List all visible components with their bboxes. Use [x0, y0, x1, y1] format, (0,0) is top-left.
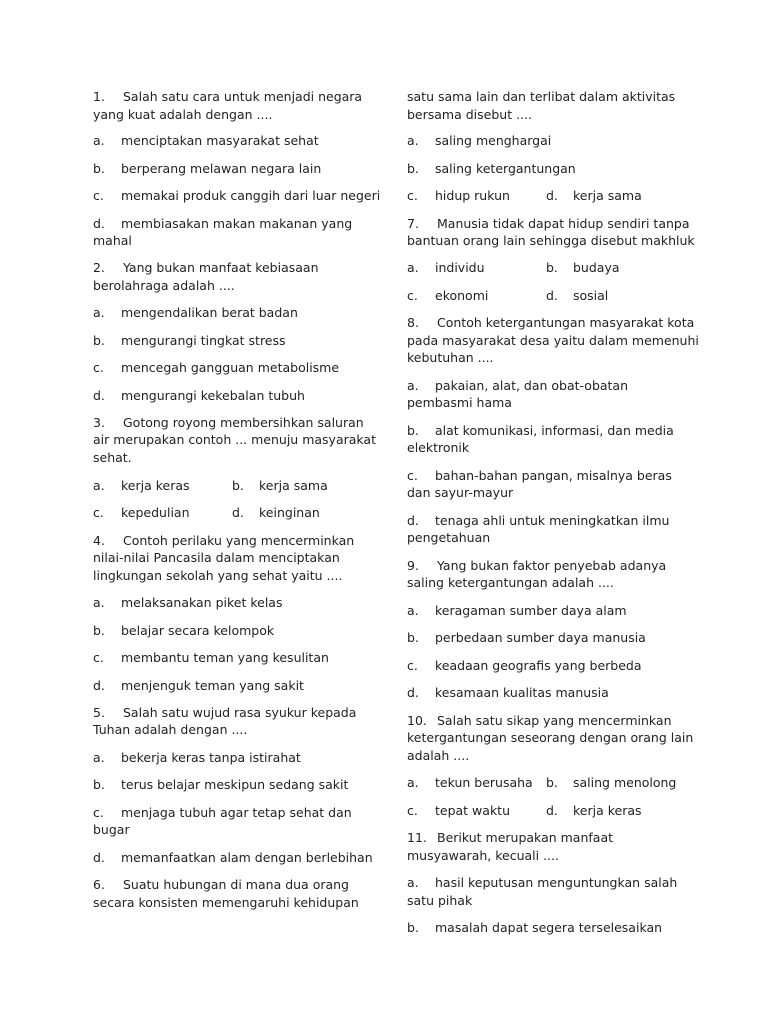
option-text: ekonomi — [435, 288, 489, 303]
option-text: mengendalikan berat badan — [121, 305, 298, 320]
continuation-text: secara konsisten memengaruhi kehidupan — [93, 895, 359, 910]
option-text: berperang melawan negara lain — [121, 161, 322, 176]
option-letter: b. — [546, 260, 558, 275]
question-number: 4. — [93, 533, 105, 548]
continuation-text: bantuan orang lain sehingga disebut makhluk — [407, 233, 695, 248]
question-text: Salah satu sikap yang mencerminkan — [437, 713, 672, 728]
option-letter: b. — [93, 623, 105, 638]
option-text: membantu teman yang kesulitan — [121, 650, 329, 665]
option-text: menciptakan masyarakat sehat — [121, 133, 319, 148]
option-letter: c. — [93, 188, 104, 203]
option-letter: c. — [407, 803, 418, 818]
option-letter: b. — [407, 630, 419, 645]
option-text: perbedaan sumber daya manusia — [435, 630, 646, 645]
option-letter: a. — [407, 260, 419, 275]
option-letter: c. — [93, 650, 104, 665]
option-letter: a. — [407, 603, 419, 618]
option-text: kepedulian — [121, 505, 190, 520]
question-number: 10. — [407, 713, 427, 728]
question-number: 7. — [407, 216, 419, 231]
option-text: keragaman sumber daya alam — [435, 603, 627, 618]
option-letter: c. — [407, 468, 418, 483]
option-text: tepat waktu — [435, 803, 511, 818]
continuation-text: satu sama lain dan terlibat dalam aktivitas — [407, 89, 676, 104]
continuation-text: satu pihak — [407, 893, 473, 908]
question-text: Salah satu cara untuk menjadi negara — [123, 89, 363, 104]
continuation-text: air merupakan contoh ... menuju masyarakat — [93, 432, 376, 447]
question-number: 2. — [93, 260, 105, 275]
option-letter: c. — [407, 658, 418, 673]
option-letter: a. — [93, 595, 105, 610]
question-text: Contoh perilaku yang mencerminkan — [123, 533, 355, 548]
option-text: tekun berusaha — [435, 775, 533, 790]
question-text: Contoh ketergantungan masyarakat kota — [437, 315, 695, 330]
option-text: terus belajar meskipun sedang sakit — [121, 777, 349, 792]
continuation-text: pengetahuan — [407, 530, 491, 545]
option-letter: d. — [93, 678, 105, 693]
option-text: belajar secara kelompok — [121, 623, 275, 638]
continuation-text: pembasmi hama — [407, 395, 512, 410]
option-letter: d. — [93, 216, 105, 231]
option-letter: c. — [93, 805, 104, 820]
option-text: masalah dapat segera terselesaikan — [435, 920, 663, 935]
continuation-text: dan sayur-mayur — [407, 485, 514, 500]
option-letter: b. — [546, 775, 558, 790]
continuation-text: ketergantungan seseorang dengan orang lain — [407, 730, 694, 745]
question-text: Gotong royong membersihkan saluran — [123, 415, 364, 430]
option-letter: d. — [407, 685, 419, 700]
option-text: memakai produk canggih dari luar negeri — [121, 188, 381, 203]
continuation-text: berolahraga adalah .... — [93, 278, 235, 293]
question-number: 9. — [407, 558, 419, 573]
continuation-text: adalah .... — [407, 748, 470, 763]
question-number: 3. — [93, 415, 105, 430]
option-text: bekerja keras tanpa istirahat — [121, 750, 301, 765]
option-letter: a. — [407, 775, 419, 790]
option-letter: b. — [407, 920, 419, 935]
option-text: membiasakan makan makanan yang — [121, 216, 353, 231]
continuation-text: mahal — [93, 233, 132, 248]
option-letter: d. — [93, 388, 105, 403]
option-text: kerja keras — [121, 478, 190, 493]
option-letter: d. — [232, 505, 244, 520]
continuation-text: Tuhan adalah dengan .... — [93, 722, 248, 737]
option-text: tenaga ahli untuk meningkatkan ilmu — [435, 513, 670, 528]
question-number: 8. — [407, 315, 419, 330]
option-text: kerja sama — [573, 188, 642, 203]
option-text: kesamaan kualitas manusia — [435, 685, 609, 700]
question-number: 1. — [93, 89, 105, 104]
option-text: mengurangi tingkat stress — [121, 333, 286, 348]
option-text: sosial — [573, 288, 609, 303]
option-text: menjaga tubuh agar tetap sehat dan — [121, 805, 352, 820]
question-text: Manusia tidak dapat hidup sendiri tanpa — [437, 216, 690, 231]
option-letter: a. — [93, 133, 105, 148]
option-letter: c. — [407, 288, 418, 303]
option-letter: c. — [407, 188, 418, 203]
option-letter: d. — [546, 188, 558, 203]
option-text: bahan-bahan pangan, misalnya beras — [435, 468, 672, 483]
option-text: alat komunikasi, informasi, dan media — [435, 423, 674, 438]
question-number: 11. — [407, 830, 427, 845]
option-letter: b. — [93, 333, 105, 348]
option-text: hasil keputusan menguntungkan salah — [435, 875, 678, 890]
question-text: Suatu hubungan di mana dua orang — [123, 877, 349, 892]
option-letter: a. — [93, 305, 105, 320]
option-text: memanfaatkan alam dengan berlebihan — [121, 850, 373, 865]
option-letter: b. — [232, 478, 244, 493]
continuation-text: sehat. — [93, 450, 132, 465]
continuation-text: nilai-nilai Pancasila dalam menciptakan — [93, 550, 340, 565]
question-text: Yang bukan faktor penyebab adanya — [437, 558, 667, 573]
question-text: Yang bukan manfaat kebiasaan — [123, 260, 319, 275]
option-text: hidup rukun — [435, 188, 510, 203]
continuation-text: elektronik — [407, 440, 470, 455]
continuation-text: bersama disebut .... — [407, 107, 532, 122]
option-text: budaya — [573, 260, 620, 275]
continuation-text: pada masyarakat desa yaitu dalam memenuhi — [407, 333, 699, 348]
option-letter: b. — [407, 423, 419, 438]
option-letter: c. — [93, 360, 104, 375]
option-text: saling menghargai — [435, 133, 552, 148]
option-letter: d. — [93, 850, 105, 865]
continuation-text: lingkungan sekolah yang sehat yaitu .... — [93, 568, 343, 583]
continuation-text: musyawarah, kecuali .... — [407, 848, 559, 863]
option-letter: a. — [93, 478, 105, 493]
option-text: menjenguk teman yang sakit — [121, 678, 304, 693]
question-text: Salah satu wujud rasa syukur kepada — [123, 705, 357, 720]
option-letter: d. — [546, 288, 558, 303]
option-letter: d. — [407, 513, 419, 528]
question-text: Berikut merupakan manfaat — [437, 830, 614, 845]
continuation-text: saling ketergantungan adalah .... — [407, 575, 614, 590]
option-letter: b. — [93, 161, 105, 176]
option-text: mencegah gangguan metabolisme — [121, 360, 340, 375]
option-letter: c. — [93, 505, 104, 520]
option-text: kerja keras — [573, 803, 642, 818]
option-letter: a. — [407, 378, 419, 393]
option-text: keadaan geografis yang berbeda — [435, 658, 642, 673]
option-text: melaksanakan piket kelas — [121, 595, 283, 610]
option-letter: b. — [93, 777, 105, 792]
option-text: kerja sama — [259, 478, 328, 493]
question-number: 6. — [93, 877, 105, 892]
option-letter: d. — [546, 803, 558, 818]
option-letter: a. — [93, 750, 105, 765]
option-text: individu — [435, 260, 485, 275]
continuation-text: bugar — [93, 822, 130, 837]
continuation-text: kebutuhan .... — [407, 350, 494, 365]
option-text: saling ketergantungan — [435, 161, 576, 176]
option-text: pakaian, alat, dan obat-obatan — [435, 378, 629, 393]
option-text: keinginan — [259, 505, 320, 520]
question-number: 5. — [93, 705, 105, 720]
option-text: saling menolong — [573, 775, 677, 790]
option-letter: a. — [407, 133, 419, 148]
option-letter: b. — [407, 161, 419, 176]
option-text: mengurangi kekebalan tubuh — [121, 388, 305, 403]
option-letter: a. — [407, 875, 419, 890]
continuation-text: yang kuat adalah dengan .... — [93, 107, 273, 122]
